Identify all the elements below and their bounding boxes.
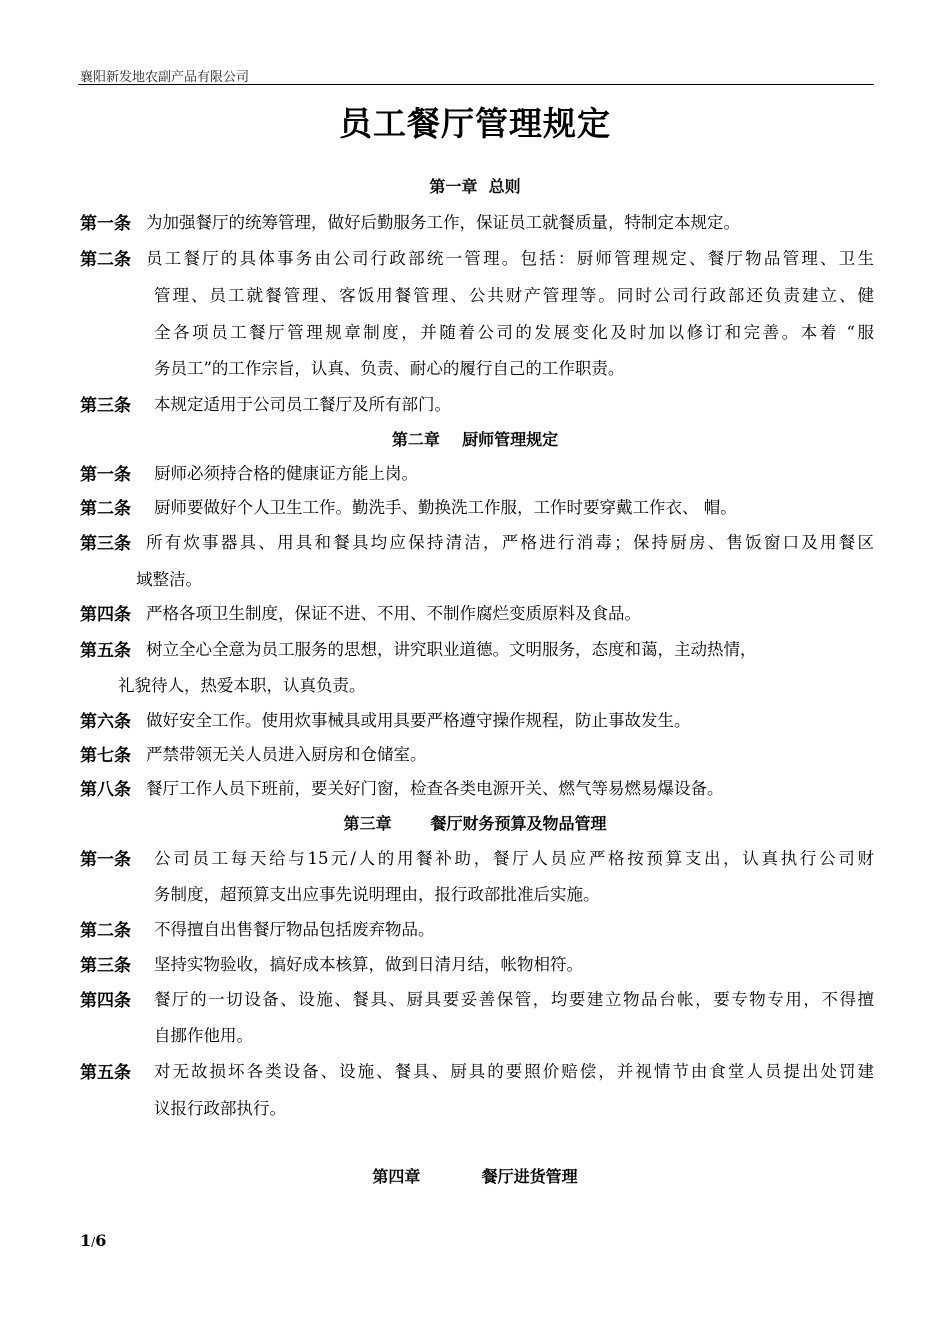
article-text: 为加强餐厅的统筹管理，做好后勤服务工作，保证员工就餐质量，特制定本规定。 bbox=[146, 213, 740, 232]
chapter-3-title: 第三章 餐厅财务预算及物品管理 bbox=[343, 814, 607, 833]
article-label: 第二条 bbox=[80, 250, 131, 270]
article-text: 严格各项卫生制度，保证不进、不用、不制作腐烂变质原料及食品。 bbox=[146, 604, 641, 623]
article-label: 第一条 bbox=[80, 465, 131, 485]
article-text: 餐厅的一切设备、设施、餐具、厨具要妥善保管，均要建立物品台帐，要专物专用，不得擅 bbox=[154, 990, 874, 1009]
article-text: 管理、员工就餐管理、客饭用餐管理、公共财产管理等。同时公司行政部还负责建立、健 bbox=[154, 286, 874, 305]
header-company: 襄阳新发地农副产品有限公司 bbox=[80, 70, 250, 85]
article-label: 第五条 bbox=[80, 641, 131, 661]
article-label: 第一条 bbox=[80, 850, 131, 870]
article-text: 严禁带领无关人员进入厨房和仓储室。 bbox=[146, 745, 427, 764]
article-text: 坚持实物验收，搞好成本核算，做到日清月结，帐物相符。 bbox=[154, 955, 583, 974]
article-text: 所有炊事器具、用具和餐具均应保持清洁，严格进行消毒；保持厨房、售饭窗口及用餐区 bbox=[146, 533, 874, 552]
article-label: 第三条 bbox=[80, 956, 131, 976]
article-label: 第四条 bbox=[80, 991, 131, 1011]
chapter-1-title: 第一章 总则 bbox=[429, 177, 521, 196]
article-text: 务员工”的工作宗旨，认真、负责、耐心的履行自己的工作职责。 bbox=[154, 359, 625, 378]
article-label: 第二条 bbox=[80, 499, 131, 519]
chapter-4-title: 第四章 餐厅进货管理 bbox=[372, 1167, 578, 1186]
article-text: 厨师必须持合格的健康证方能上岗。 bbox=[154, 464, 418, 483]
page-separator: / bbox=[91, 1235, 96, 1249]
article-label: 第三条 bbox=[80, 396, 131, 416]
article-text: 本规定适用于公司员工餐厅及所有部门。 bbox=[154, 395, 451, 414]
page-current: 1 bbox=[80, 1231, 92, 1250]
chapter-2-title: 第二章 厨师管理规定 bbox=[391, 430, 559, 449]
page-total: 6 bbox=[95, 1231, 107, 1250]
article-label: 第四条 bbox=[80, 605, 131, 625]
header-rule bbox=[78, 84, 874, 85]
article-label: 第五条 bbox=[80, 1063, 131, 1083]
article-label: 第一条 bbox=[80, 214, 131, 234]
article-text: 议报行政部执行。 bbox=[154, 1099, 286, 1118]
article-text: 餐厅工作人员下班前，要关好门窗，检查各类电源开关、燃气等易燃易爆设备。 bbox=[146, 779, 724, 798]
article-label: 第八条 bbox=[80, 780, 131, 800]
article-text: 务制度，超预算支出应事先说明理由，报行政部批准后实施。 bbox=[154, 885, 600, 904]
article-label: 第三条 bbox=[80, 534, 131, 554]
article-label: 第六条 bbox=[80, 712, 131, 732]
article-text: 树立全心全意为员工服务的思想，讲究职业道德。文明服务，态度和蔼，主动热情， bbox=[146, 640, 757, 659]
article-label: 第二条 bbox=[80, 921, 131, 941]
document-title: 员工餐厅管理规定 bbox=[339, 104, 611, 143]
article-text: 对无故损坏各类设备、设施、餐具、厨具的要照价赔偿，并视情节由食堂人员提出处罚建 bbox=[154, 1062, 874, 1081]
article-text: 员工餐厅的具体事务由公司行政部统一管理。包括：厨师管理规定、餐厅物品管理、卫生 bbox=[146, 249, 874, 268]
article-text: 公司员工每天给与15元/人的用餐补助，餐厅人员应严格按预算支出，认真执行公司财 bbox=[154, 849, 874, 868]
page-number bbox=[80, 1231, 106, 1250]
article-text: 厨师要做好个人卫生工作。勤洗手、勤换洗工作服，工作时要穿戴工作衣、 帽。 bbox=[154, 498, 737, 517]
article-text: 不得擅自出售餐厅物品包括废弃物品。 bbox=[154, 920, 435, 939]
article-text: 礼貌待人，热爱本职，认真负责。 bbox=[118, 676, 366, 695]
article-text: 域整洁。 bbox=[136, 570, 202, 589]
article-text: 做好安全工作。使用炊事械具或用具要严格遵守操作规程，防止事故发生。 bbox=[146, 711, 691, 730]
article-text: 全各项员工餐厅管理规章制度，并随着公司的发展变化及时加以修订和完善。本着 “服 bbox=[154, 323, 874, 342]
article-label: 第七条 bbox=[80, 746, 131, 766]
article-text: 自挪作他用。 bbox=[154, 1026, 253, 1045]
